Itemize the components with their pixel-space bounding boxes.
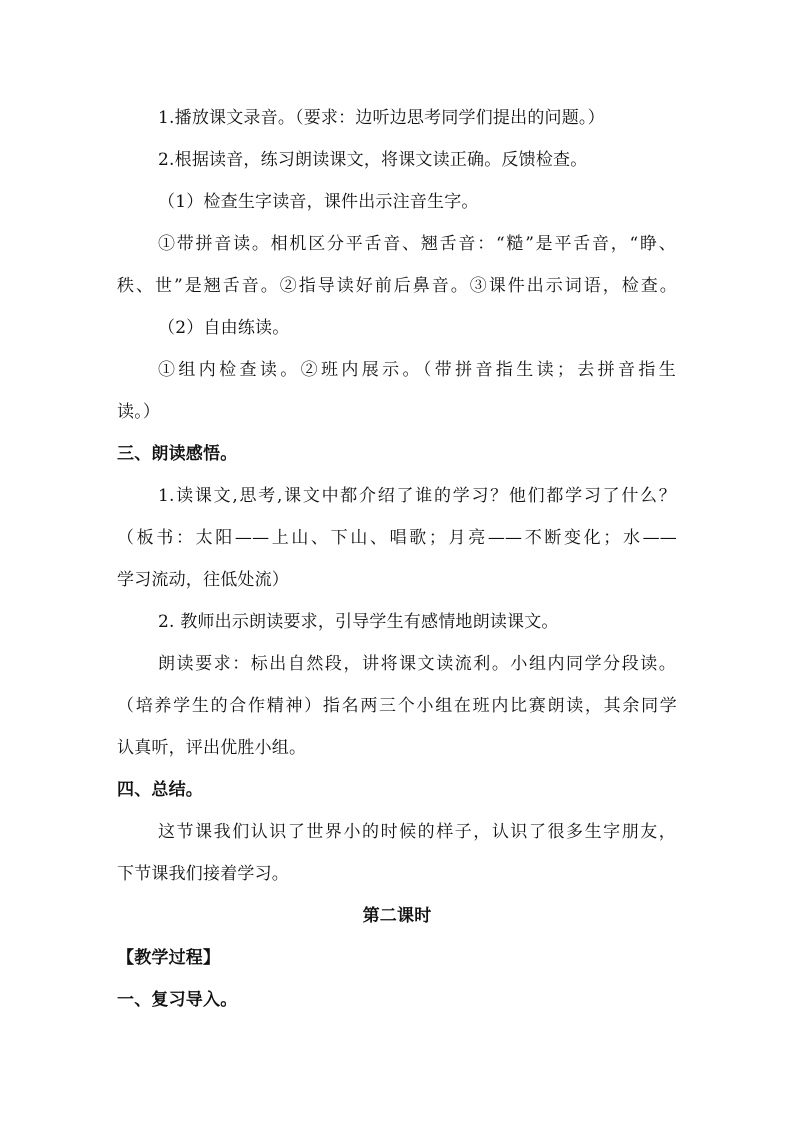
paragraph-line: 学习流动，往低处流） xyxy=(117,570,289,590)
paragraph-line: ①带拼音读。相机区分平舌音、翘舌音：“糙”是平舌音，“睁、 xyxy=(158,234,676,254)
paragraph-line: 2.根据读音，练习朗读课文，将课文读正确。反馈检查。 xyxy=(158,150,588,170)
paragraph-line: 下节课我们接着学习。 xyxy=(117,864,289,884)
paragraph-line: （2）自由练读。 xyxy=(158,318,290,338)
section-heading: 【教学过程】 xyxy=(117,948,221,968)
lesson-title: 第二课时 xyxy=(362,906,432,926)
paragraph-line: （1）检查生字读音，课件出示注音生字。 xyxy=(158,192,479,212)
paragraph-line: （板书：太阳——上山、下山、唱歌；月亮——不断变化；水—— xyxy=(117,528,677,548)
paragraph-line: ①组内检查读。②班内展示。（带拼音指生读；去拼音指生 xyxy=(158,360,676,380)
paragraph-line: 朗读要求：标出自然段，讲将课文读流利。小组内同学分段读。 xyxy=(158,654,676,674)
paragraph-line: 秩、世”是翘舌音。②指导读好前后鼻音。③课件出示词语，检查。 xyxy=(117,276,677,296)
section-heading: 三、朗读感悟。 xyxy=(117,444,238,464)
paragraph-line: 2. 教师出示朗读要求，引导学生有感情地朗读课文。 xyxy=(158,612,559,632)
paragraph-line: （培养学生的合作精神）指名两三个小组在班内比赛朗读，其余同学 xyxy=(117,696,677,716)
paragraph-line: 读。） xyxy=(117,402,161,422)
section-heading: 一、复习导入。 xyxy=(117,990,238,1010)
paragraph-line: 认真听，评出优胜小组。 xyxy=(117,738,307,758)
paragraph-line: 这节课我们认识了世界小的时候的样子，认识了很多生字朋友， xyxy=(158,822,676,842)
paragraph-line: 1.播放课文录音。（要求：边听边思考同学们提出的问题。） xyxy=(158,108,605,128)
paragraph-line: 1.读课文,思考,课文中都介绍了谁的学习？他们都学习了什么？ xyxy=(158,486,676,506)
section-heading: 四、总结。 xyxy=(117,780,203,800)
